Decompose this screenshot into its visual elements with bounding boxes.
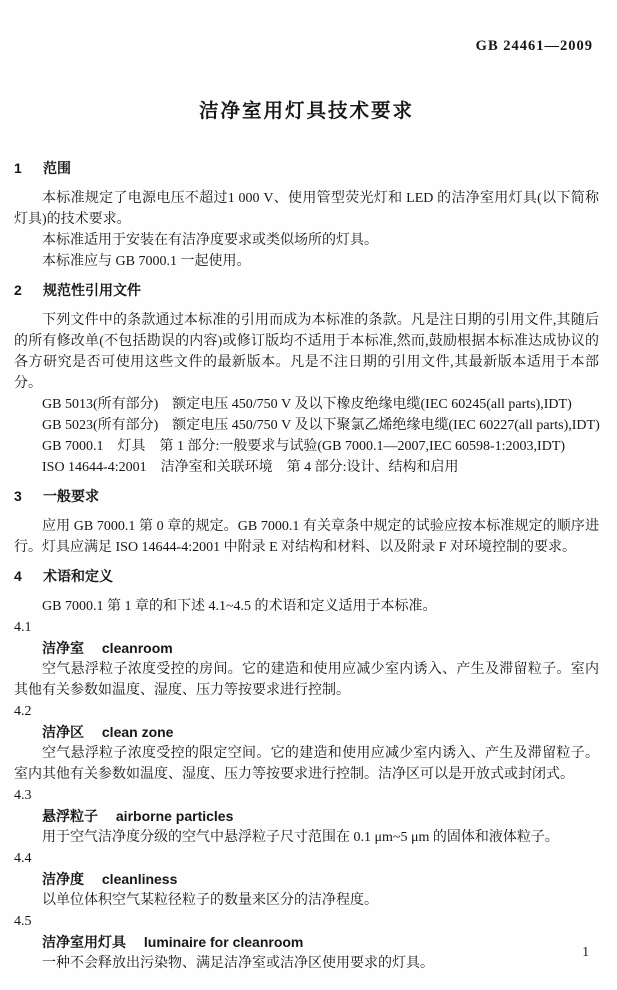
term-definition: 空气悬浮粒子浓度受控的限定空间。它的建造和使用应减少室内诱入、产生及滞留粒子。室内其他有关参数如温度、湿度、压力等按要求进行控制。洁净区可以是开放式或封闭式。 — [14, 746, 599, 782]
clause-number: 4.2 — [14, 704, 32, 719]
term-zh: 洁净区 — [42, 724, 84, 740]
term-definition: 空气悬浮粒子浓度受控的房间。它的建造和使用应减少室内诱入、产生及滞留粒子。室内其他有关参数如温度、湿度、压力等按要求进行控制。 — [14, 662, 599, 698]
term-title — [14, 722, 599, 743]
term-zh: 悬浮粒子 — [42, 808, 98, 824]
term-definition: 以单位体积空气某粒径粒子的数量来区分的洁净程度。 — [42, 893, 378, 908]
paragraph: 应用 GB 7000.1 第 0 章的规定。GB 7000.1 有关章条中规定的试验应按本标准规定的顺序进行。灯具应满足 ISO 14644-4:2001 中附录 E 对结构和材料、以及附录 F 对环境控制的要求。 — [14, 519, 599, 555]
section-general-requirements — [14, 486, 599, 558]
reference-item: GB 5013(所有部分) 额定电压 450/750 V 及以下橡皮绝缘电缆(IEC 60245(all parts),IDT) — [42, 397, 572, 412]
reference-item: GB 5023(所有部分) 额定电压 450/750 V 及以下聚氯乙烯绝缘电缆(IEC 60227(all parts),IDT) — [42, 418, 600, 433]
section-number: 1 — [14, 160, 22, 176]
term-title — [14, 638, 599, 659]
document-title: 洁净室用灯具技术要求 — [198, 100, 414, 122]
reference-item: ISO 14644-4:2001 洁净室和关联环境 第 4 部分:设计、结构和启用 — [42, 460, 459, 475]
term-zh: 洁净室 — [42, 640, 84, 656]
term-definition: 用于空气洁净度分级的空气中悬浮粒子尺寸范围在 0.1 μm~5 μm 的固体和液体粒子。 — [42, 830, 559, 845]
standard-code: GB 24461—2009 — [475, 38, 593, 54]
term-en: cleanliness — [101, 871, 178, 887]
paragraph: 下列文件中的条款通过本标准的引用而成为本标准的条款。凡是注日期的引用文件,其随后的所有修改单(不包括勘误的内容)或修订版均不适用于本标准,然而,鼓励根据本标准达成协议的各方研究是否可使用这些文件的最新版本。凡是不注日期的引用文件,其最新版本适用于本部分。 — [14, 313, 599, 391]
term-title — [14, 806, 599, 827]
term-block — [14, 911, 599, 974]
section-heading-text: 术语和定义 — [43, 568, 113, 584]
reference-item: GB 7000.1 灯具 第 1 部分:一般要求与试验(GB 7000.1—2007,IEC 60598-1:2003,IDT) — [42, 439, 566, 454]
term-en: luminaire for cleanroom — [143, 934, 304, 950]
paragraph: GB 7000.1 第 1 章的和下述 4.1~4.5 的术语和定义适用于本标准。 — [42, 599, 437, 614]
term-block — [14, 617, 599, 701]
term-title — [14, 869, 599, 890]
section-heading-text: 范围 — [43, 160, 71, 176]
section-terms-definitions — [14, 566, 599, 974]
section-heading-text: 一般要求 — [43, 488, 99, 504]
term-block — [14, 701, 599, 785]
section-scope — [14, 158, 599, 272]
clause-number: 4.3 — [14, 788, 32, 803]
term-title — [14, 932, 599, 953]
paragraph: 本标准适用于安装在有洁净度要求或类似场所的灯具。 — [42, 233, 378, 248]
term-zh: 洁净室用灯具 — [42, 934, 126, 950]
paragraph: 本标准规定了电源电压不超过1 000 V、使用管型荧光灯和 LED 的洁净室用灯具(以下简称灯具)的技术要求。 — [14, 191, 599, 227]
term-block — [14, 785, 599, 848]
clause-number: 4.1 — [14, 620, 32, 635]
term-definition: 一种不会释放出污染物、满足洁净室或洁净区使用要求的灯具。 — [42, 956, 434, 971]
section-number: 2 — [14, 282, 22, 298]
term-en: airborne particles — [115, 808, 234, 824]
section-heading-text: 规范性引用文件 — [43, 282, 141, 298]
page-number: 1 — [582, 944, 589, 959]
term-en: cleanroom — [101, 640, 173, 656]
section-heading — [14, 158, 599, 179]
clause-number: 4.4 — [14, 851, 32, 866]
term-zh: 洁净度 — [42, 871, 84, 887]
section-heading — [14, 280, 599, 301]
term-block — [14, 848, 599, 911]
term-en: clean zone — [101, 724, 174, 740]
paragraph: 本标准应与 GB 7000.1 一起使用。 — [42, 254, 251, 269]
section-heading — [14, 486, 599, 507]
clause-number: 4.5 — [14, 914, 32, 929]
section-heading — [14, 566, 599, 587]
section-number: 3 — [14, 488, 22, 504]
section-number: 4 — [14, 568, 22, 584]
section-normative-references — [14, 280, 599, 478]
